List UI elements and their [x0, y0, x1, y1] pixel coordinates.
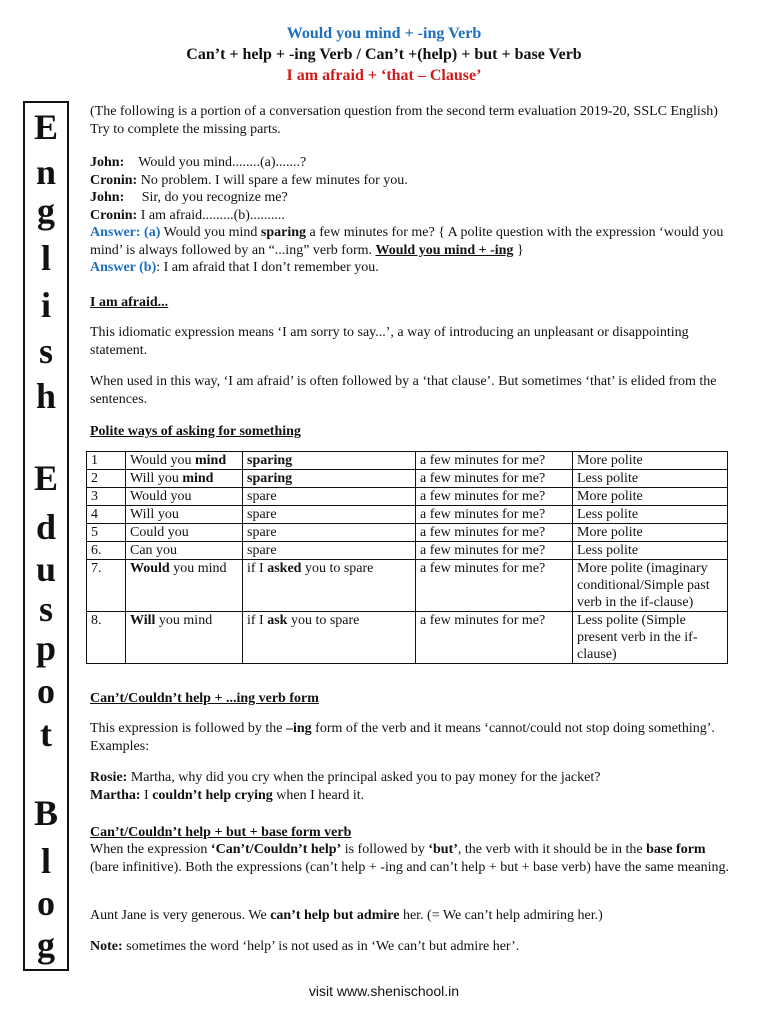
- cell-question: [126, 452, 243, 470]
- verb-bold: asked: [267, 561, 302, 576]
- cell-object: [416, 542, 573, 560]
- banner-letter: i: [40, 285, 51, 325]
- banner-letter: l: [40, 238, 51, 278]
- answer-b: [90, 259, 730, 277]
- verb-text: spare: [247, 489, 277, 504]
- example-rosie: [90, 769, 730, 787]
- cell-verb: [243, 488, 416, 506]
- row-number: 7.: [91, 561, 102, 576]
- cant-help-ing-heading: Can’t/Couldn’t help + ...ing verb form: [90, 691, 319, 706]
- speaker: Rosie:: [90, 770, 128, 785]
- cell-question: [126, 612, 243, 664]
- blog-name-vertical-banner: [23, 101, 69, 971]
- note-text: sometimes the word ‘help’ is not used as in ‘We can’t but admire her’.: [122, 939, 520, 954]
- banner-letter: E: [33, 107, 58, 147]
- verb-text: you to spare: [301, 561, 374, 576]
- cell-object: [416, 524, 573, 542]
- verb-text: you to spare: [287, 613, 360, 628]
- answer-a-bold: sparing: [260, 225, 307, 240]
- row-number: 1: [91, 453, 98, 468]
- cell-number: [87, 560, 126, 612]
- cell-politeness: [573, 560, 728, 612]
- question-text: you mind: [169, 561, 227, 576]
- cell-number: [87, 542, 126, 560]
- politeness-text: More polite: [577, 489, 643, 504]
- banner-letter: s: [38, 331, 53, 371]
- row-number: 4: [91, 507, 98, 522]
- cant-help-ing-paragraph: [90, 720, 730, 755]
- question-bold: Will: [130, 613, 156, 628]
- cell-question: [126, 488, 243, 506]
- afraid-paragraph-1: This idiomatic expression means ‘I am sorry to say...’, a way of introducing an unpleasant or disappointing statement.: [90, 325, 689, 358]
- cell-number: [87, 452, 126, 470]
- answer-b-text: : I am afraid that I don’t remember you.: [156, 260, 379, 275]
- question-text: you mind: [155, 613, 213, 628]
- cell-politeness: [573, 612, 728, 664]
- polite-heading: Polite ways of asking for something: [90, 424, 301, 439]
- politeness-text: Less polite: [577, 507, 639, 522]
- cell-object: [416, 560, 573, 612]
- banner-letter: g: [37, 925, 55, 965]
- cell-politeness: [573, 524, 728, 542]
- cell-number: [87, 506, 126, 524]
- verb-text: spare: [247, 507, 277, 522]
- banner-letter: n: [35, 152, 57, 192]
- cell-verb: [243, 452, 416, 470]
- object-text: a few minutes for me?: [420, 489, 546, 504]
- speaker: John:: [90, 190, 125, 205]
- verb-bold: sparing: [247, 453, 293, 468]
- object-text: a few minutes for me?: [420, 525, 546, 540]
- banner-letter: u: [35, 549, 57, 589]
- banner-letter: s: [38, 589, 53, 629]
- answer-a-label: Answer: (a): [90, 225, 161, 240]
- cell-question: [126, 506, 243, 524]
- cell-politeness: [573, 470, 728, 488]
- object-text: a few minutes for me?: [420, 543, 546, 558]
- banner-letter: d: [35, 507, 57, 547]
- cell-number: [87, 612, 126, 664]
- dialogue-line: [90, 154, 730, 172]
- example-bold: couldn’t help crying: [152, 788, 273, 803]
- table-row: [87, 488, 728, 506]
- question-bold: mind: [194, 453, 227, 468]
- cell-number: [87, 488, 126, 506]
- cell-object: [416, 506, 573, 524]
- politeness-text: Less polite: [577, 543, 639, 558]
- banner-letter: p: [35, 628, 57, 668]
- polite-ways-table: [86, 451, 728, 664]
- title-line-1: Would you mind + -ing Verb: [286, 25, 482, 42]
- cell-politeness: [573, 488, 728, 506]
- banner-letter: t: [40, 714, 52, 754]
- banner-letter: g: [37, 191, 55, 231]
- text-bold: –ing: [285, 721, 312, 736]
- object-text: a few minutes for me?: [420, 613, 546, 628]
- cell-question: [126, 542, 243, 560]
- answer-a-text: Would you mind: [163, 225, 258, 240]
- dialogue-text: Would you mind........(a).......?: [138, 155, 307, 170]
- text-bold: base form: [646, 842, 706, 857]
- cell-object: [416, 612, 573, 664]
- example-aunt-jane: [90, 907, 730, 925]
- row-number: 3: [91, 489, 98, 504]
- politeness-text: More polite: [577, 453, 643, 468]
- cell-verb: [243, 612, 416, 664]
- verb-text: spare: [247, 525, 277, 540]
- cell-verb: [243, 542, 416, 560]
- question-text: Can you: [130, 543, 178, 558]
- afraid-heading: I am afraid...: [90, 295, 169, 310]
- text: , the verb with it should be in the: [457, 842, 647, 857]
- verb-text: if I: [247, 613, 268, 628]
- question-text: Would you: [130, 489, 192, 504]
- question-text: Could you: [130, 525, 189, 540]
- cell-verb: [243, 506, 416, 524]
- cell-verb: [243, 524, 416, 542]
- text-bold: ‘Can’t/Couldn’t help’: [210, 842, 342, 857]
- text-bold: ‘but’: [428, 842, 458, 857]
- row-number: 2: [91, 471, 98, 486]
- example-martha: [90, 787, 730, 805]
- row-number: 5: [91, 525, 98, 540]
- answer-a: [90, 224, 730, 259]
- cell-politeness: [573, 452, 728, 470]
- text: (bare infinitive). Both the expressions (can’t help + -ing and can’t help + but + base verb) have the same meaning.: [90, 859, 729, 875]
- question-text: Will you: [130, 507, 179, 522]
- banner-letter: B: [33, 793, 58, 833]
- dialogue-text: Sir, do you recognize me?: [141, 190, 288, 205]
- answer-a-rule: Would you mind + -ing: [375, 242, 514, 258]
- row-number: 8.: [91, 613, 102, 628]
- text: her. (= We can’t help admiring her.): [399, 908, 603, 923]
- intro-section: [90, 103, 730, 277]
- cell-question: [126, 560, 243, 612]
- banner-letter: o: [37, 883, 55, 923]
- dialogue-line: [90, 172, 730, 190]
- note-label: Note:: [90, 939, 123, 954]
- politeness-text: Less polite (Simple present verb in the if-clause): [577, 613, 698, 662]
- speaker: Cronin:: [90, 172, 138, 188]
- text: is followed by: [341, 842, 429, 857]
- text: Aunt Jane is very generous. We: [90, 908, 271, 923]
- table-row: [87, 612, 728, 664]
- intro-paragraph: (The following is a portion of a conversation question from the second term evaluation 2019-20, SSLC English) Try to complete the missing parts.: [90, 104, 718, 137]
- table-row: [87, 452, 728, 470]
- answer-b-label: Answer (b): [90, 260, 157, 275]
- cell-politeness: [573, 506, 728, 524]
- cell-number: [87, 524, 126, 542]
- cell-question: [126, 470, 243, 488]
- cell-politeness: [573, 542, 728, 560]
- cell-object: [416, 488, 573, 506]
- table-row: [87, 506, 728, 524]
- example-text: Martha, why did you cry when the principal asked you to pay money for the jacket?: [127, 770, 601, 785]
- verb-bold: ask: [267, 613, 288, 628]
- verb-text: spare: [247, 543, 277, 558]
- object-text: a few minutes for me?: [420, 453, 546, 468]
- cant-help-but-heading: Can’t/Couldn’t help + but + base form verb: [90, 825, 352, 840]
- text: form of the verb and it means ‘cannot/could not stop doing something’. Examples:: [90, 721, 715, 754]
- speaker: John:: [90, 155, 125, 170]
- object-text: a few minutes for me?: [420, 561, 546, 576]
- example-text: when I heard it.: [272, 788, 365, 803]
- table-row: [87, 560, 728, 612]
- speaker: Cronin:: [90, 207, 138, 223]
- question-bold: Would: [130, 561, 170, 576]
- footer-link[interactable]: visit www.shenischool.in: [308, 983, 460, 999]
- politeness-text: More polite: [577, 525, 643, 540]
- dialogue-text: No problem. I will spare a few minutes for you.: [140, 172, 408, 188]
- table-row: [87, 470, 728, 488]
- question-bold: mind: [182, 471, 214, 486]
- cell-number: [87, 470, 126, 488]
- verb-bold: sparing: [247, 471, 293, 486]
- table-row: [87, 542, 728, 560]
- dialogue-line: [90, 189, 730, 207]
- speaker: Martha:: [90, 788, 141, 803]
- dialogue-text: I am afraid.........(b)..........: [140, 207, 285, 223]
- text-bold: can’t help but admire: [270, 908, 400, 923]
- verb-text: if I: [247, 561, 268, 576]
- banner-letter: l: [40, 841, 51, 881]
- question-text: Will you: [130, 471, 179, 486]
- politeness-text: Less polite: [577, 471, 639, 486]
- answer-a-explanation: a few minutes for me? { A polite question with the expression ‘would you mind’ is always followed by an “...ing” verb form.: [90, 225, 724, 258]
- cell-object: [416, 470, 573, 488]
- dialogue-line: [90, 207, 730, 225]
- banner-letter: E: [33, 458, 58, 498]
- table-row: [87, 524, 728, 542]
- cell-verb: [243, 470, 416, 488]
- object-text: a few minutes for me?: [420, 507, 546, 522]
- politeness-text: More polite (imaginary conditional/Simple past verb in the if-clause): [577, 561, 710, 610]
- cell-object: [416, 452, 573, 470]
- row-number: 6.: [91, 543, 102, 558]
- cell-question: [126, 524, 243, 542]
- cant-help-but-paragraph: [90, 841, 730, 876]
- question-text: Would you: [130, 453, 192, 468]
- text: This expression is followed by the: [90, 721, 286, 736]
- banner-letter: o: [37, 671, 55, 711]
- object-text: a few minutes for me?: [420, 471, 546, 486]
- afraid-paragraph-2: When used in this way, ‘I am afraid’ is often followed by a ‘that clause’. But sometimes ‘that’ is elided from the sentences.: [90, 374, 717, 407]
- answer-a-close: }: [516, 242, 524, 258]
- banner-letter: h: [35, 376, 57, 416]
- title-line-3: I am afraid + ‘that – Clause’: [286, 67, 482, 84]
- text: When the expression: [90, 842, 211, 857]
- note: [90, 938, 730, 956]
- title-line-2: Can’t + help + -ing Verb / Can’t +(help) + but + base Verb: [186, 46, 582, 63]
- cell-verb: [243, 560, 416, 612]
- example-text: I: [140, 788, 153, 803]
